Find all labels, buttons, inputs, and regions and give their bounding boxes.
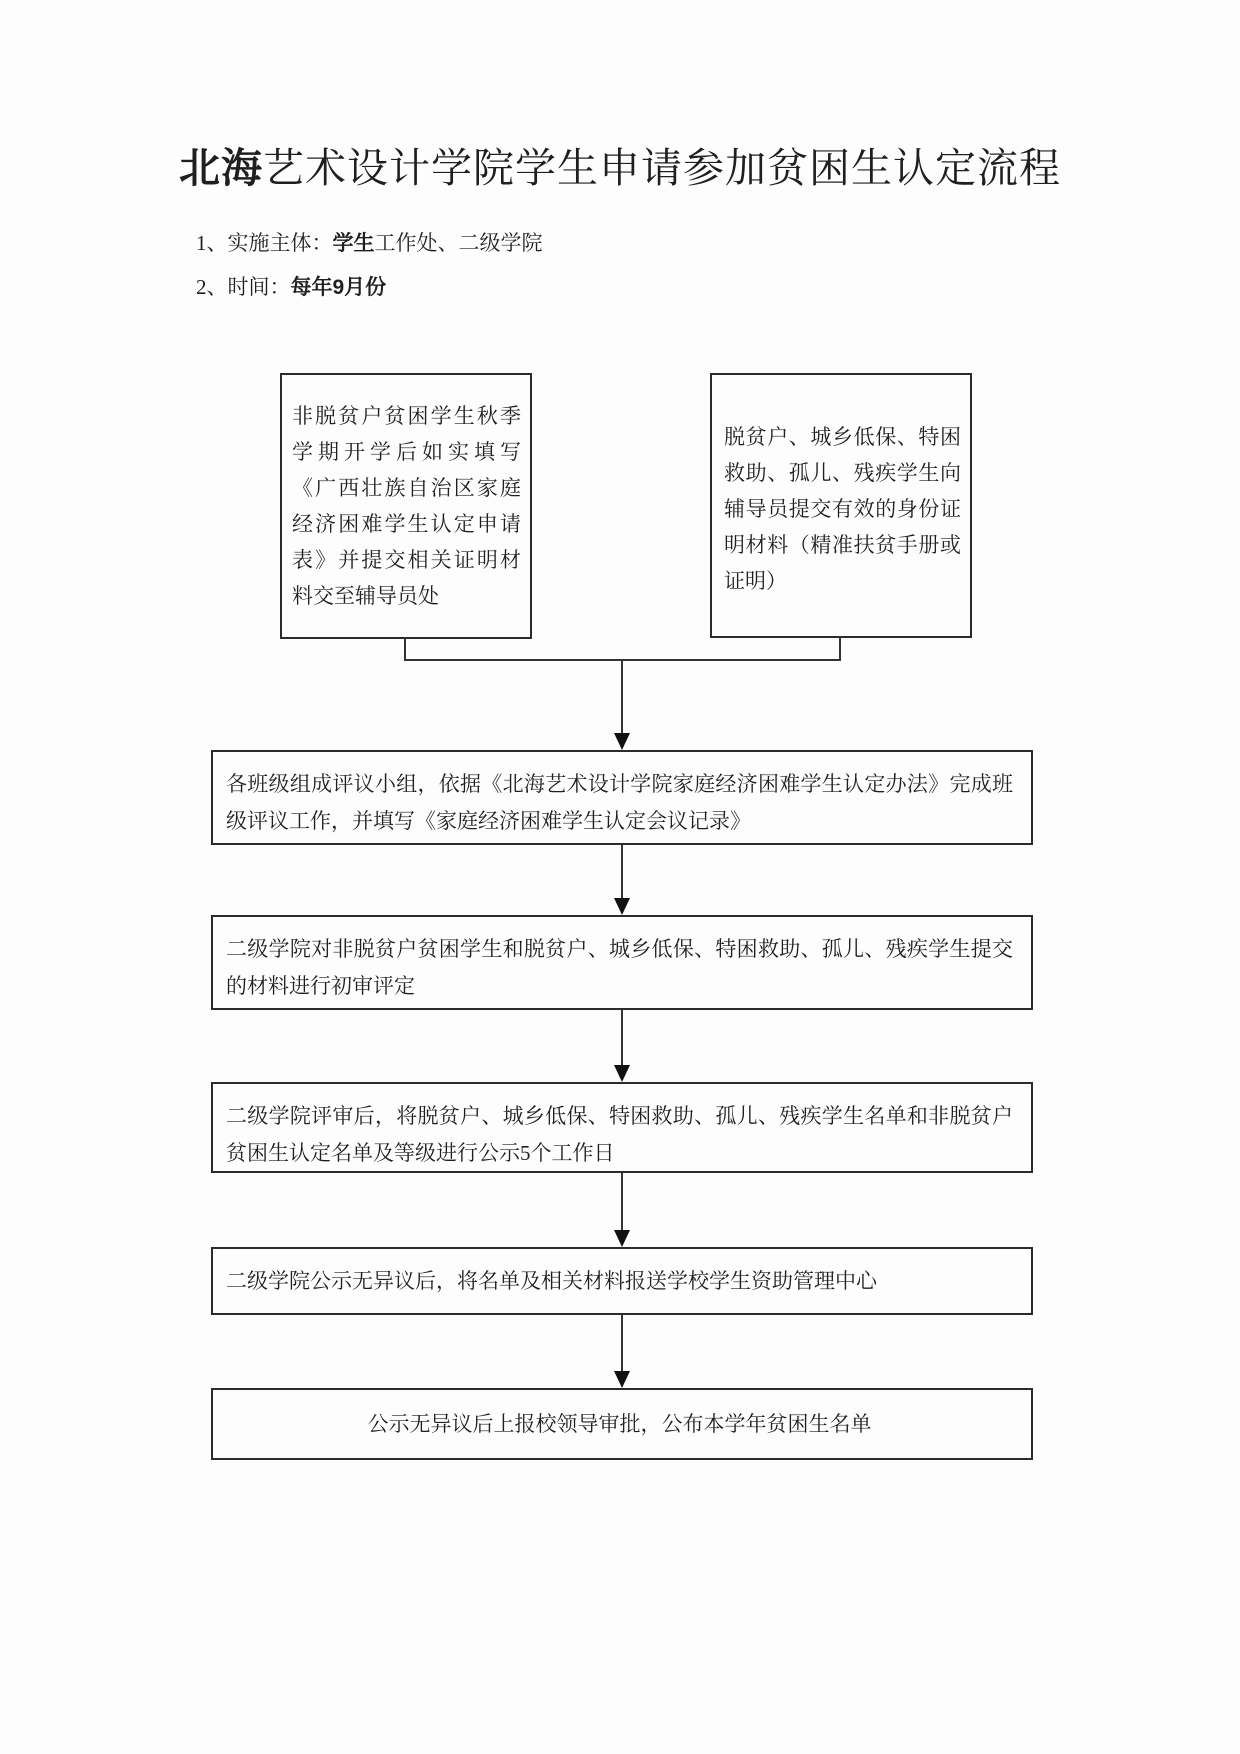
note-2-bold: 每年9月份	[290, 276, 387, 299]
arrow-down-icon	[614, 1230, 630, 1247]
connector-right-stub	[839, 636, 841, 661]
note-1-bold: 学生	[332, 232, 375, 255]
arrow-down-icon	[614, 1065, 630, 1082]
title-bold-prefix: 北海	[179, 145, 263, 192]
step-box-college-initial-review: 二级学院对非脱贫户贫困学生和脱贫户、城乡低保、特困救助、孤儿、残疾学生提交的材料进行初审评定	[211, 915, 1033, 1010]
step-box-publicity-period: 二级学院评审后，将脱贫户、城乡低保、特困救助、孤儿、残疾学生名单和非脱贫户贫困生认定名单及等级进行公示5个工作日	[211, 1082, 1033, 1173]
flow-box-unlifted-poverty-students: 非脱贫户贫困学生秋季学期开学后如实填写《广西壮族自治区家庭经济困难学生认定申请表》并提交相关证明材料交至辅导员处	[280, 373, 532, 639]
title-text: 艺术设计学院学生申请参加贫困生认定流程	[263, 145, 1061, 192]
arrow-down-icon	[614, 898, 630, 915]
page-title	[0, 135, 1240, 194]
step-box-class-review: 各班级组成评议小组，依据《北海艺术设计学院家庭经济困难学生认定办法》完成班级评议工作，并填写《家庭经济困难学生认定会议记录》	[211, 750, 1033, 845]
connector-left-stub	[404, 637, 406, 661]
connector-drop-3	[621, 1010, 623, 1070]
connector-drop-4	[621, 1173, 623, 1234]
connector-drop-5	[621, 1315, 623, 1375]
note-implementation-subject	[196, 228, 543, 259]
note-time	[196, 272, 386, 303]
note-1-prefix: 1、实施主体：	[196, 231, 333, 255]
arrow-down-icon	[614, 1371, 630, 1388]
connector-drop-2	[621, 845, 623, 902]
arrow-down-icon	[614, 733, 630, 750]
note-2-prefix: 2、时间：	[196, 275, 291, 299]
flow-box-lifted-poverty-students: 脱贫户、城乡低保、特困救助、孤儿、残疾学生向辅导员提交有效的身份证明材料（精准扶贫手册或证明）	[710, 373, 972, 638]
note-1-suffix: 工作处、二级学院	[374, 231, 543, 255]
connector-drop-1	[621, 659, 623, 737]
step-box-final-approval: 公示无异议后上报校领导审批，公布本学年贫困生名单	[211, 1388, 1033, 1460]
step-box-report-to-aid-center: 二级学院公示无异议后，将名单及相关材料报送学校学生资助管理中心	[211, 1247, 1033, 1315]
